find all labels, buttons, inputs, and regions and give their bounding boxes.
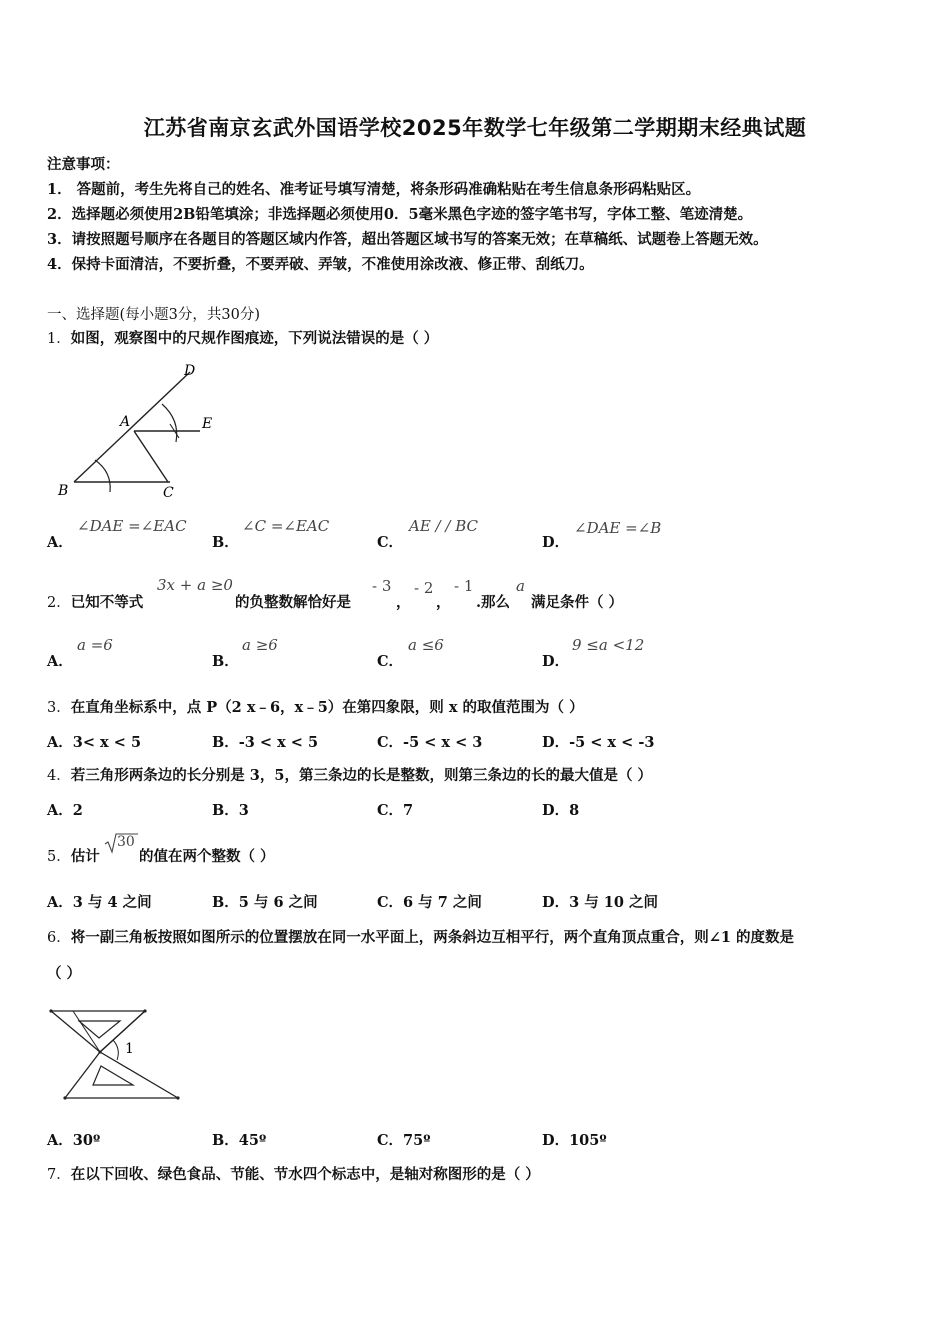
page-title: 江苏省南京玄武外国语学校2025年数学七年级第二学期期末经典试题: [143, 116, 807, 140]
figure-label-e: E: [202, 416, 213, 432]
q4-option-a[interactable]: A．2: [47, 802, 83, 819]
q6-option-b[interactable]: B．45º: [212, 1132, 267, 1149]
question-2-mid: 的负整数解恰好是: [235, 594, 351, 611]
q1-option-d[interactable]: ∠DAE =∠B: [574, 519, 662, 537]
question-6: [47, 926, 794, 947]
figure-label-d: D: [184, 363, 196, 379]
notice-heading: 注意事项：: [47, 156, 120, 173]
question-2-then: .那么: [476, 594, 511, 611]
question-2-variable: a: [516, 577, 525, 595]
q2-option-a[interactable]: a =6: [77, 636, 113, 654]
q3-option-a[interactable]: A．3< x < 5: [47, 734, 142, 751]
figure-angle-label: 1: [125, 1041, 134, 1057]
question-2-pre: 已知不等式: [70, 594, 144, 611]
question-6-number: 6．: [47, 930, 71, 946]
q2-option-b-label[interactable]: B．: [212, 653, 239, 670]
q4-option-c[interactable]: C．7: [377, 802, 414, 819]
q1-option-a[interactable]: ∠DAE =∠EAC: [77, 517, 187, 535]
question-2-comma-2: ，: [436, 594, 451, 611]
question-2-value-1: - 3: [372, 577, 392, 595]
q2-option-a-label[interactable]: A．: [47, 653, 73, 670]
question-2-number: 2．: [47, 595, 71, 611]
q5-option-a[interactable]: A．3 与 4 之间: [47, 894, 152, 911]
q4-option-d[interactable]: D．8: [542, 802, 580, 819]
figure-label-a: A: [120, 414, 131, 430]
q1-option-c[interactable]: AE / / BC: [409, 517, 478, 535]
question-7-number: 7．: [47, 1167, 71, 1183]
question-5-radicand: 30: [117, 834, 135, 850]
notice-item-2: 2．选择题必须使用2B铅笔填涂；非选择题必须使用0．5毫米黑色字迹的签字笔书写，字体工整、笔迹清楚。: [47, 206, 753, 223]
section-heading: 一、选择题(每小题3分，共30分): [47, 307, 260, 323]
question-1-text: 如图，观察图中的尺规作图痕迹，下列说法错误的是（ ）: [70, 330, 439, 347]
question-1-number: 1．: [47, 331, 71, 347]
q2-option-b[interactable]: a ≥6: [242, 636, 278, 654]
q1-option-a-label[interactable]: A．: [47, 534, 73, 551]
figure-label-c: C: [163, 485, 174, 501]
question-5-post: 的值在两个整数（ ）: [139, 848, 275, 865]
q1-option-c-label[interactable]: C．: [377, 534, 404, 551]
q6-option-c[interactable]: C．75º: [377, 1132, 431, 1149]
q2-option-c[interactable]: a ≤6: [408, 636, 444, 654]
q2-option-d[interactable]: 9 ≤a <12: [572, 636, 645, 654]
figure-label-b: B: [58, 483, 69, 499]
notice-item-4: 4．保持卡面清洁，不要折叠，不要弄破、弄皱，不准使用涂改液、修正带、刮纸刀。: [47, 256, 594, 273]
q5-option-d[interactable]: D．3 与 10 之间: [542, 894, 658, 911]
question-4-number: 4．: [47, 768, 71, 784]
question-2: [47, 591, 143, 612]
q3-option-c[interactable]: C．-5 < x < 3: [377, 734, 483, 751]
q3-option-b[interactable]: B．-3 < x < 5: [212, 734, 319, 751]
q6-option-a[interactable]: A．30º: [47, 1132, 101, 1149]
q3-option-d[interactable]: D．-5 < x < -3: [542, 734, 655, 751]
question-6-text: 将一副三角板按照如图所示的位置摆放在同一水平面上，两条斜边互相平行，两个直角顶点重合，则∠1 的度数是: [70, 929, 795, 946]
question-2-inequality: 3x + a ≥0: [157, 576, 233, 594]
question-3: [47, 696, 584, 717]
notice-item-1: 1． 答题前，考生先将自己的姓名、准考证号填写清楚，将条形码准确粘贴在考生信息条形码粘贴区。: [47, 181, 701, 198]
question-5-number: 5．: [47, 849, 71, 865]
question-7-text: 在以下回收、绿色食品、节能、节水四个标志中，是轴对称图形的是（ ）: [70, 1166, 540, 1183]
question-2-value-3: - 1: [454, 577, 474, 595]
question-6-figure: [45, 1000, 195, 1110]
question-3-text: 在直角坐标系中，点 P（2 x﹣6，x﹣5）在第四象限，则 x 的取值范围为（ ）: [70, 699, 584, 716]
question-5: [47, 845, 100, 866]
q4-option-b[interactable]: B．3: [212, 802, 249, 819]
q6-option-d[interactable]: D．105º: [542, 1132, 607, 1149]
q5-option-b[interactable]: B．5 与 6 之间: [212, 894, 318, 911]
question-5-pre: 估计: [70, 848, 100, 865]
question-2-post: 满足条件（ ）: [531, 594, 624, 611]
q1-option-b[interactable]: ∠C =∠EAC: [242, 517, 330, 535]
question-7: [47, 1163, 540, 1184]
notice-item-3: 3．请按照题号顺序在各题目的答题区域内作答，超出答题区域书写的答案无效；在草稿纸、试题卷上答题无效。: [47, 231, 768, 248]
question-3-number: 3．: [47, 700, 71, 716]
question-4-text: 若三角形两条边的长分别是 3，5，第三条边的长是整数，则第三条边的长的最大值是（ ）: [70, 767, 653, 784]
question-2-value-2: - 2: [414, 579, 434, 597]
question-4: [47, 764, 652, 785]
q2-option-d-label[interactable]: D．: [542, 653, 570, 670]
question-2-comma-1: ，: [396, 594, 411, 611]
question-6-paren: （ ）: [47, 965, 82, 982]
q5-option-c[interactable]: C．6 与 7 之间: [377, 894, 482, 911]
q1-option-d-label[interactable]: D．: [542, 534, 570, 551]
question-1-figure: [50, 358, 230, 503]
q1-option-b-label[interactable]: B．: [212, 534, 239, 551]
question-1: [47, 327, 438, 348]
q2-option-c-label[interactable]: C．: [377, 653, 404, 670]
